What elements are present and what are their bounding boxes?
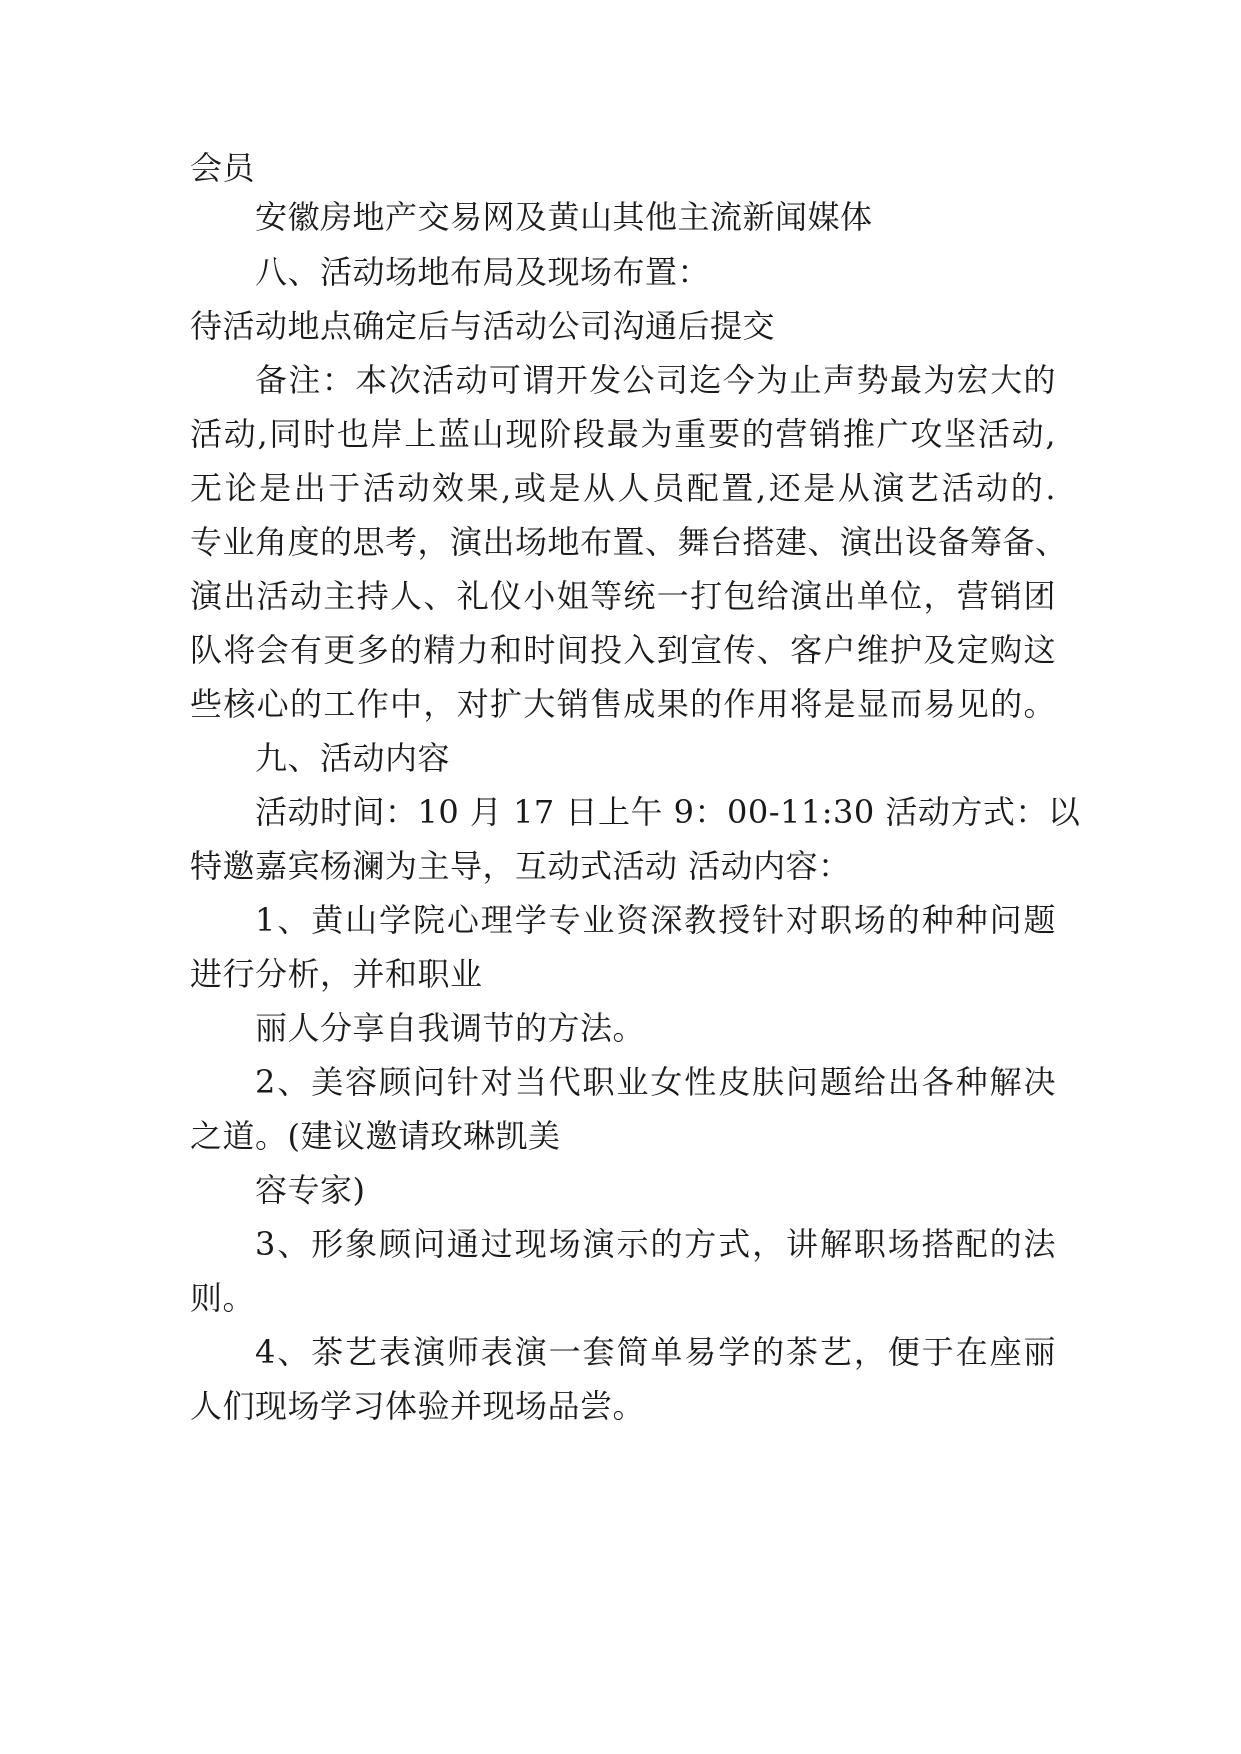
text-line: 特邀嘉宾杨澜为主导，互动式活动 活动内容： — [190, 847, 851, 885]
text-line: 备注：本次活动可谓开发公司迄今为止声势最为宏大的 — [255, 361, 1056, 399]
text-line: 人们现场学习体验并现场品尝。 — [190, 1387, 646, 1425]
text-line: 安徽房地产交易网及黄山其他主流新闻媒体 — [255, 198, 873, 236]
section-heading: 九、活动内容 — [255, 739, 451, 777]
text-line: 会员 — [190, 149, 256, 187]
list-item: 2、美容顾问针对当代职业女性皮肤问题给出各种解决 — [255, 1063, 1056, 1101]
text-line: 待活动地点确定后与活动公司沟通后提交 — [190, 307, 776, 345]
section-heading: 八、活动场地布局及现场布置： — [255, 253, 711, 291]
text-line: 队将会有更多的精力和时间投入到宣传、客户维护及定购这 — [190, 631, 1056, 669]
list-item: 1、黄山学院心理学专业资深教授针对职场的种种问题 — [255, 901, 1056, 939]
list-item: 4、茶艺表演师表演一套简单易学的茶艺，便于在座丽 — [255, 1333, 1056, 1371]
text-line: 活动时间：10 月 17 日上午 9：00-11:30 活动方式：以 — [255, 793, 1081, 831]
text-line: 丽人分享自我调节的方法。 — [255, 1009, 646, 1047]
text-line: 容专家) — [255, 1171, 366, 1209]
text-line: 则。 — [190, 1279, 256, 1317]
text-line: 些核心的工作中，对扩大销售成果的作用将是显而易见的。 — [190, 685, 1056, 723]
text-line: 进行分析，并和职业 — [190, 955, 483, 993]
text-line: 演出活动主持人、礼仪小姐等统一打包给演出单位，营销团 — [190, 577, 1056, 615]
text-line: 之道。(建议邀请玫琳凯美 — [190, 1117, 561, 1155]
text-line: 活动,同时也岸上蓝山现阶段最为重要的营销推广攻坚活动, — [190, 415, 1056, 453]
text-line: 专业角度的思考，演出场地布置、舞台搭建、演出设备筹备、 — [190, 523, 1068, 561]
text-line: 无论是出于活动效果,或是从人员配置,还是从演艺活动的. — [190, 469, 1056, 507]
list-item: 3、形象顾问通过现场演示的方式，讲解职场搭配的法 — [255, 1225, 1056, 1263]
